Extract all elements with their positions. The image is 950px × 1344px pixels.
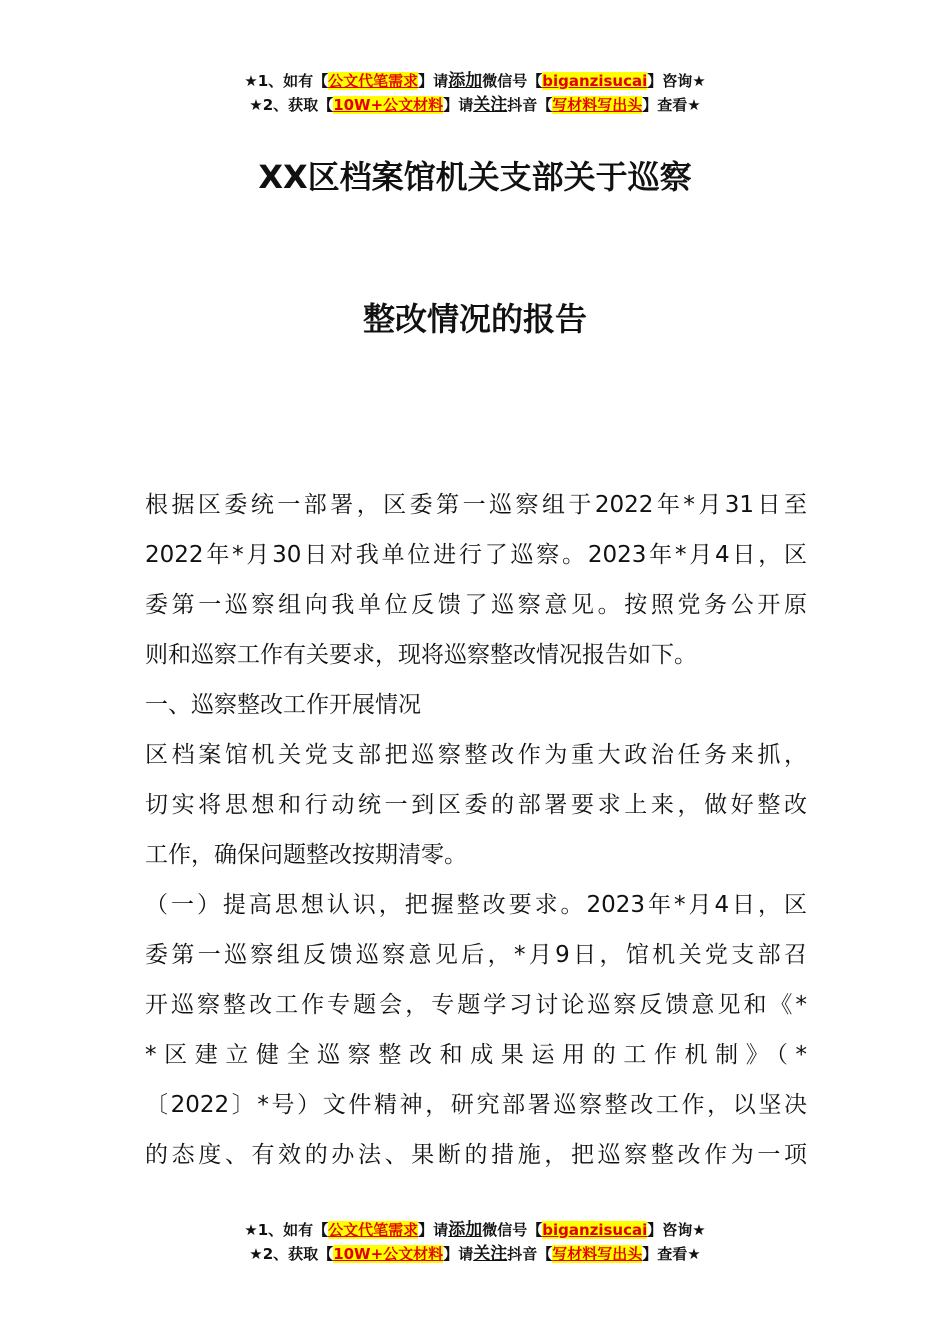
- ad-text: 微信号【: [482, 1221, 543, 1239]
- body-line: 则和巡察工作有关要求，现将巡察整改情况报告如下。: [145, 642, 697, 668]
- ad-highlight: 公文代笔需求: [328, 72, 419, 90]
- ad-text: 】查看★: [642, 96, 701, 114]
- footer-ad: [0, 1218, 950, 1266]
- body-line: 一、巡察整改工作开展情况: [145, 692, 421, 718]
- ad-text: ★2、获取【: [249, 96, 334, 114]
- ad-text: 抖音【: [507, 96, 553, 114]
- body-line: 切实将思想和行动统一到区委的部署要求上来，做好整改: [145, 792, 807, 818]
- ad-line-1: [0, 1218, 950, 1242]
- ad-emphasis: 添加: [448, 1220, 483, 1240]
- body-line: 区档案馆机关党支部把巡察整改作为重大政治任务来抓，: [145, 742, 807, 768]
- ad-text: 】请: [418, 72, 449, 90]
- ad-emphasis: 关注: [473, 1244, 508, 1264]
- body-line: 委第一巡察组反馈巡察意见后，*月9日，馆机关党支部召: [145, 942, 807, 968]
- ad-emphasis: 添加: [448, 71, 483, 91]
- ad-text: 】请: [418, 1221, 449, 1239]
- ad-highlight: 写材料写出头: [552, 1245, 643, 1263]
- body-line: 委第一巡察组向我单位反馈了巡察意见。按照党务公开原: [145, 592, 807, 618]
- ad-highlight: 10W+公文材料: [333, 96, 444, 114]
- title-line-1: XX区档案馆机关支部关于巡察: [258, 158, 692, 196]
- ad-line-2: [0, 1242, 950, 1266]
- body-line: 工作，确保问题整改按期清零。: [145, 842, 467, 868]
- ad-highlight: biganzisucai: [542, 72, 648, 90]
- ad-line-2: [0, 93, 950, 117]
- ad-text: 】请: [443, 1245, 474, 1263]
- ad-text: ★2、获取【: [249, 1245, 334, 1263]
- body-line: 开巡察整改工作专题会，专题学习讨论巡察反馈意见和《*: [145, 992, 807, 1018]
- ad-text: 】查看★: [642, 1245, 701, 1263]
- body-line: *区建立健全巡察整改和成果运用的工作机制》（*: [145, 1042, 807, 1068]
- ad-emphasis: 关注: [473, 95, 508, 115]
- ad-text: 】咨询★: [647, 72, 706, 90]
- header-ad: [0, 69, 950, 117]
- body-line: 〔2022〕*号）文件精神，研究部署巡察整改工作，以坚决: [145, 1092, 807, 1118]
- ad-line-1: [0, 69, 950, 93]
- body-line: 根据区委统一部署，区委第一巡察组于2022年*月31日至: [145, 492, 807, 518]
- title-line-2: 整改情况的报告: [362, 300, 587, 338]
- ad-text: 微信号【: [482, 72, 543, 90]
- body-line: （一）提高思想认识，把握整改要求。2023年*月4日，区: [145, 892, 807, 918]
- ad-text: ★1、如有【: [244, 1221, 329, 1239]
- body-text: [145, 480, 807, 1180]
- ad-text: 】咨询★: [647, 1221, 706, 1239]
- ad-highlight: 10W+公文材料: [333, 1245, 444, 1263]
- body-line: 的态度、有效的办法、果断的措施，把巡察整改作为一项: [145, 1142, 807, 1168]
- ad-highlight: 写材料写出头: [552, 96, 643, 114]
- ad-highlight: biganzisucai: [542, 1221, 648, 1239]
- ad-highlight: 公文代笔需求: [328, 1221, 419, 1239]
- ad-text: ★1、如有【: [244, 72, 329, 90]
- ad-text: 】请: [443, 96, 474, 114]
- ad-text: 抖音【: [507, 1245, 553, 1263]
- body-line: 2022年*月30日对我单位进行了巡察。2023年*月4日，区: [145, 542, 807, 568]
